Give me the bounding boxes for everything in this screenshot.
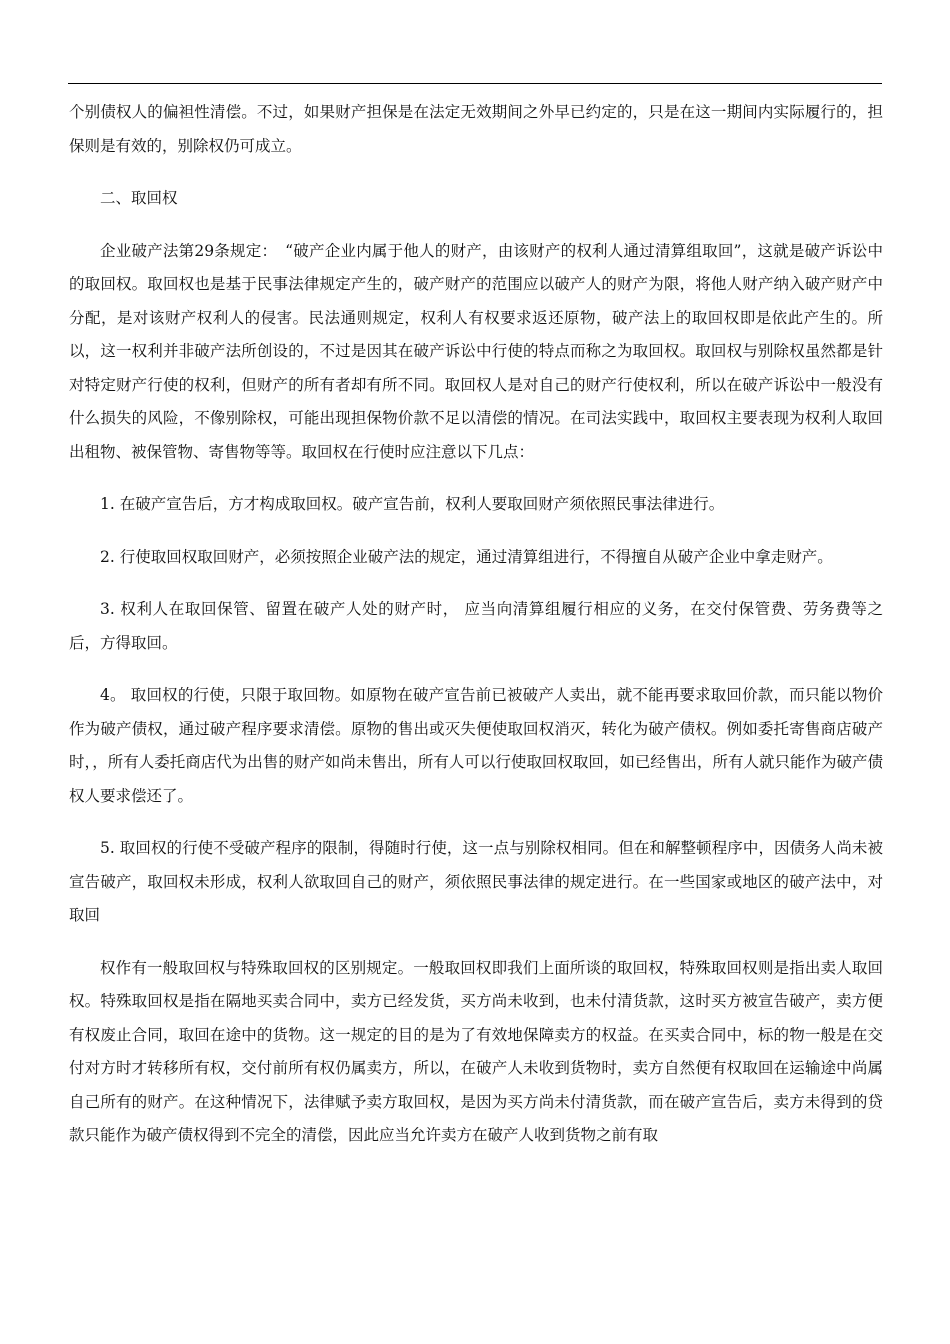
section-heading: 二、取回权: [100, 189, 178, 207]
paragraph-gap: [69, 216, 883, 235]
list-item-5: 5. 取回权的行使不受破产程序的限制，得随时行使，这一点与别除权相同。但在和解整顿程序中，因债务人尚未被宣告破产，取回权未形成，权利人欲取回自己的财产，须依照民事法律的规定进行。在一些国家或地区的破产法中，对取回: [69, 839, 883, 924]
paragraph-gap: [69, 813, 883, 832]
paragraph-gap: [69, 163, 883, 182]
paragraph-retrieval-right: 企业破产法第29条规定： “破产企业内属于他人的财产，由该财产的权利人通过清算组取回”，这就是破产诉讼中的取回权。取回权也是基于民事法律规定产生的，破产财产的范围应以破产人的财产为限，将他人财产纳入破产财产中分配，是对该财产权利人的侵害。民法通则规定，权利人有权要求返还原物，破产法上的取回权即是依此产生的。所以，这一权利并非破产法所创设的，不过是因其在破产诉讼中行使的特点而称之为取回权。取回权与别除权虽然都是针对特定财产行使的权利，但财产的所有者却有所不同。取回权人是对自己的财产行使权利，所以在破产诉讼中一般没有什么损失的风险，不像别除权，可能出现担保物价款不足以清偿的情况。在司法实践中，取回权主要表现为权利人取回出租物、被保管物、寄售物等等。取回权在行使时应注意以下几点：: [69, 241, 883, 461]
list-item-3: 3. 权利人在取回保管、留置在破产人处的财产时， 应当向清算组履行相应的义务，在交付保管费、劳务费等之后，方得取回。: [69, 600, 883, 652]
paragraph-gap: [69, 574, 883, 593]
paragraph-gap: [69, 469, 883, 488]
paragraph-special-retrieval: 权作有一般取回权与特殊取回权的区别规定。一般取回权即我们上面所谈的取回权，特殊取回权则是指出卖人取回权。特殊取回权是指在隔地买卖合同中，卖方已经发货，买方尚未收到，也未付清货款，这时买方被宣告破产，卖方便有权废止合同，取回在途中的货物。这一规定的目的是为了有效地保障卖方的权益。在买卖合同中，标的物一般是在交付对方时才转移所有权，交付前所有权仍属卖方，所以，在破产人未收到货物时，卖方自然便有权取回在运输途中尚属自己所有的财产。在这种情况下，法律赋予卖方取回权，是因为买方尚未付清货款，而在破产宣告后，卖方未得到的贷款只能作为破产债权得到不完全的清偿，因此应当允许卖方在破产人收到货物之前有取: [69, 958, 883, 1144]
header-rule: [68, 83, 882, 84]
list-item-4: 4。 取回权的行使，只限于取回物。如原物在破产宣告前已被破产人卖出，就不能再要求取回价款，而只能以物价作为破产债权，通过破产程序要求清偿。原物的售出或灭失便使取回权消灭，转化为破产债权。例如委托寄售商店破产时，，所有人委托商店代为出售的财产如尚未售出，所有人可以行使取回权取回，如已经售出，所有人就只能作为破产债权人要求偿还了。: [69, 686, 883, 805]
paragraph-gap: [69, 660, 883, 679]
document-body: [69, 96, 883, 1153]
list-item-1: 1. 在破产宣告后，方才构成取回权。破产宣告前，权利人要取回财产须依照民事法律进行。: [100, 495, 725, 513]
list-item-2: 2. 行使取回权取回财产，必须按照企业破产法的规定，通过清算组进行，不得擅自从破产企业中拿走财产。: [100, 547, 833, 566]
paragraph-gap: [69, 522, 883, 541]
paragraph-continuation: 个别债权人的偏袒性清偿。不过，如果财产担保是在法定无效期间之外早已约定的，只是在这一期间内实际履行的，担保则是有效的，别除权仍可成立。: [69, 103, 883, 155]
paragraph-gap: [69, 933, 883, 952]
